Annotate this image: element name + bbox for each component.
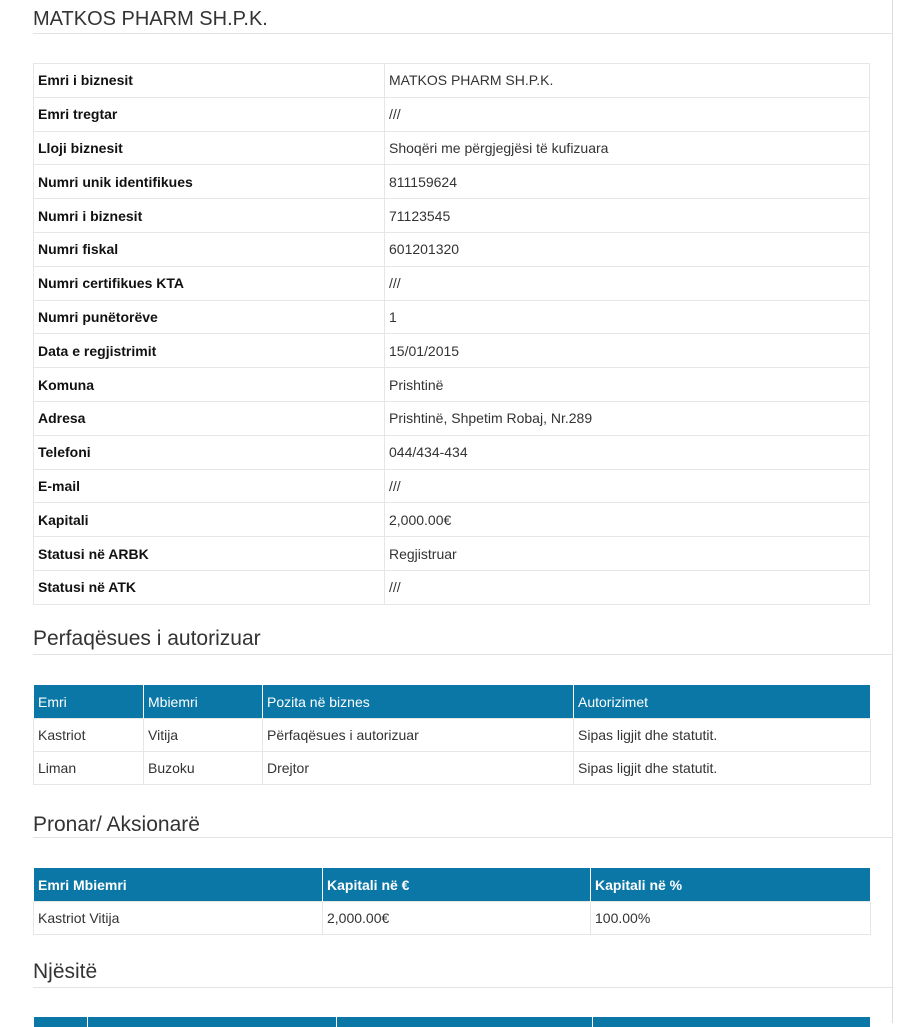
info-value: 1	[385, 300, 870, 334]
table-row	[34, 368, 870, 402]
table-row	[34, 334, 870, 368]
column-header	[593, 1017, 871, 1027]
info-value: Regjistruar	[385, 537, 870, 571]
column-header: Kapitali në %	[591, 868, 871, 902]
table-row	[34, 232, 870, 266]
table-row	[34, 902, 871, 935]
table-row	[34, 97, 870, 131]
info-label: Numri certifikues KTA	[34, 266, 385, 300]
table-cell: Buzoku	[144, 752, 263, 785]
column-header	[337, 1017, 593, 1027]
table-row	[34, 469, 870, 503]
table-row	[34, 64, 870, 98]
column-header: Pozita në biznes	[263, 685, 574, 719]
units-section-title: Njësitë	[33, 959, 893, 988]
table-header-row	[34, 1017, 871, 1027]
table-row	[34, 570, 870, 604]
table-header-row	[34, 685, 871, 719]
table-cell: Sipas ligjit dhe statutit.	[574, 752, 871, 785]
table-row	[34, 165, 870, 199]
info-value: ///	[385, 570, 870, 604]
column-header: Mbiemri	[144, 685, 263, 719]
info-label: Kapitali	[34, 503, 385, 537]
info-label: Adresa	[34, 401, 385, 435]
info-label: Numri unik identifikues	[34, 165, 385, 199]
column-header	[88, 1017, 337, 1027]
info-label: Telefoni	[34, 435, 385, 469]
info-label: Emri tregtar	[34, 97, 385, 131]
table-cell: Liman	[34, 752, 144, 785]
table-row	[34, 266, 870, 300]
table-row	[34, 537, 870, 571]
page-title: MATKOS PHARM SH.P.K.	[33, 8, 893, 34]
table-row	[34, 435, 870, 469]
business-info-table	[33, 63, 870, 605]
table-cell: 2,000.00€	[323, 902, 591, 935]
info-value: MATKOS PHARM SH.P.K.	[385, 64, 870, 98]
info-value: Prishtinë	[385, 368, 870, 402]
info-value: ///	[385, 469, 870, 503]
table-cell: Sipas ligjit dhe statutit.	[574, 719, 871, 752]
info-label: Numri punëtorëve	[34, 300, 385, 334]
info-value: Shoqëri me përgjegjësi të kufizuara	[385, 131, 870, 165]
table-row	[34, 719, 871, 752]
column-header: Kapitali në €	[323, 868, 591, 902]
table-cell: Vitija	[144, 719, 263, 752]
column-header: Emri Mbiemri	[34, 868, 323, 902]
info-label: Data e regjistrimit	[34, 334, 385, 368]
representatives-table	[33, 684, 871, 785]
table-cell: Kastriot Vitija	[34, 902, 323, 935]
column-header: Emri	[34, 685, 144, 719]
table-row	[34, 503, 870, 537]
info-value: ///	[385, 266, 870, 300]
column-header: Autorizimet	[574, 685, 871, 719]
units-table	[33, 1016, 871, 1027]
table-cell: Drejtor	[263, 752, 574, 785]
info-value: ///	[385, 97, 870, 131]
info-label: Emri i biznesit	[34, 64, 385, 98]
table-cell: Kastriot	[34, 719, 144, 752]
table-row	[34, 300, 870, 334]
table-cell: 100.00%	[591, 902, 871, 935]
info-label: Statusi në ARBK	[34, 537, 385, 571]
info-value: 044/434-434	[385, 435, 870, 469]
table-row	[34, 131, 870, 165]
table-header-row	[34, 868, 871, 902]
table-row	[34, 752, 871, 785]
info-label: Komuna	[34, 368, 385, 402]
info-value: 601201320	[385, 232, 870, 266]
info-value: Prishtinë, Shpetim Robaj, Nr.289	[385, 401, 870, 435]
owners-section-title: Pronar/ Aksionarë	[33, 812, 893, 838]
table-row	[34, 199, 870, 233]
info-value: 811159624	[385, 165, 870, 199]
info-value: 15/01/2015	[385, 334, 870, 368]
info-label: Numri fiskal	[34, 232, 385, 266]
table-cell: Përfaqësues i autorizuar	[263, 719, 574, 752]
info-label: Statusi në ATK	[34, 570, 385, 604]
info-label: E-mail	[34, 469, 385, 503]
info-value: 2,000.00€	[385, 503, 870, 537]
info-label: Lloji biznesit	[34, 131, 385, 165]
representatives-section-title: Perfaqësues i autorizuar	[33, 626, 893, 655]
info-value: 71123545	[385, 199, 870, 233]
info-label: Numri i biznesit	[34, 199, 385, 233]
owners-table	[33, 867, 871, 935]
column-header	[34, 1017, 88, 1027]
table-row	[34, 401, 870, 435]
